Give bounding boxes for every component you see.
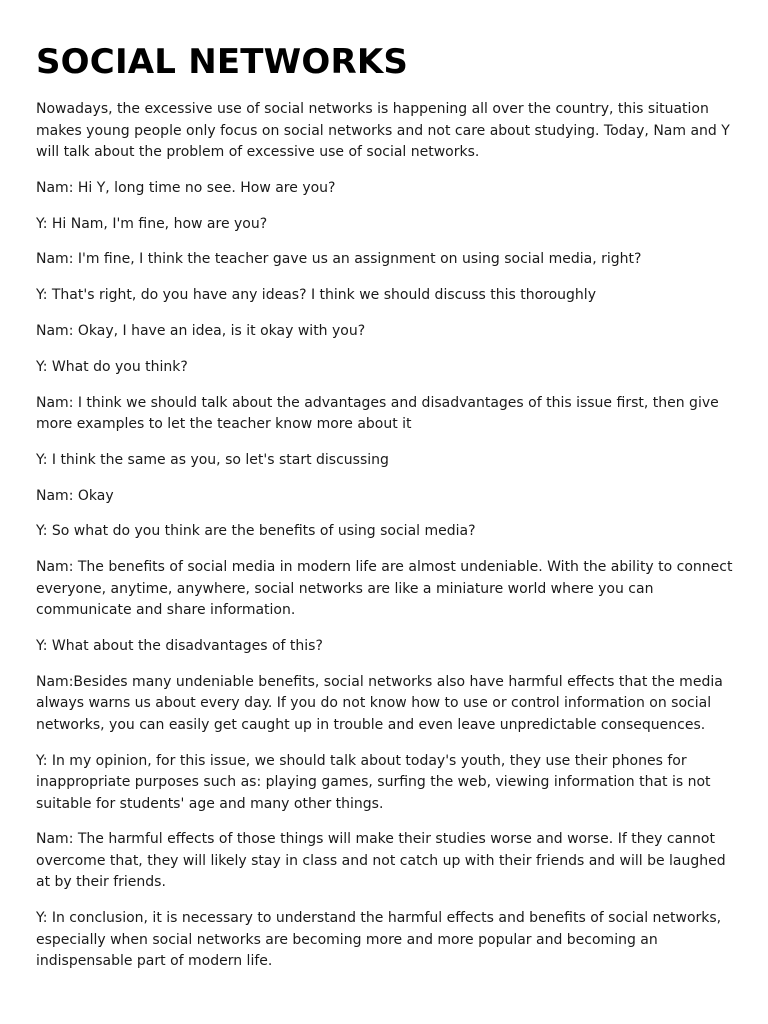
dialogue-line: Nam: The benefits of social media in modern life are almost undeniable. With the ability to connect everyone, anytime, anywhere, social networks are like a miniature world where you can communicate and share information.: [36, 559, 733, 619]
dialogue-line: Nam: The harmful effects of those things will make their studies worse and worse. If they cannot overcome that, they will likely stay in class and not catch up with their friends and will be laughed at by their friends.: [36, 831, 726, 891]
document-page: [36, 38, 736, 987]
dialogue-line: Nam: Okay, I have an idea, is it okay with you?: [36, 322, 366, 339]
dialogue-line: Y: I think the same as you, so let's start discussing: [36, 451, 389, 468]
dialogue-line: Y: Hi Nam, I'm fine, how are you?: [36, 215, 268, 232]
dialogue-line: Y: In my opinion, for this issue, we should talk about today's youth, they use their phones for inappropriate purposes such as: playing games, surfing the web, viewing information that is not suitable for students' age and many other things.: [36, 752, 711, 812]
dialogue-line: Y: What do you think?: [36, 358, 188, 375]
intro-paragraph: Nowadays, the excessive use of social networks is happening all over the country, this situation makes young people only focus on social networks and not care about studying. Today, Nam and Y will talk about the problem of excessive use of social networks.: [36, 101, 730, 160]
dialogue-line: Nam: Okay: [36, 487, 114, 504]
dialogue-line: Y: In conclusion, it is necessary to understand the harmful effects and benefits of social networks, especially when social networks are becoming more and more popular and becoming an indispensable part of modern life.: [36, 910, 722, 970]
dialogue-line: Nam: I think we should talk about the advantages and disadvantages of this issue first, then give more examples to let the teacher know more about it: [36, 394, 719, 433]
dialogue-line: Y: What about the disadvantages of this?: [36, 638, 323, 655]
dialogue-line: Y: So what do you think are the benefits of using social media?: [36, 523, 476, 540]
dialogue-line: Nam: Hi Y, long time no see. How are you?: [36, 179, 336, 196]
dialogue-line: Nam:Besides many undeniable benefits, social networks also have harmful effects that the media always warns us about every day. If you do not know how to use or control information on social networks, you can easily get caught up in trouble and even leave unpredictable consequences.: [36, 673, 723, 733]
page-title: SOCIAL NETWORKS: [36, 42, 409, 82]
dialogue-line: Y: That's right, do you have any ideas? I think we should discuss this thoroughly: [36, 287, 596, 304]
dialogue-line: Nam: I'm fine, I think the teacher gave us an assignment on using social media, right?: [36, 251, 642, 268]
